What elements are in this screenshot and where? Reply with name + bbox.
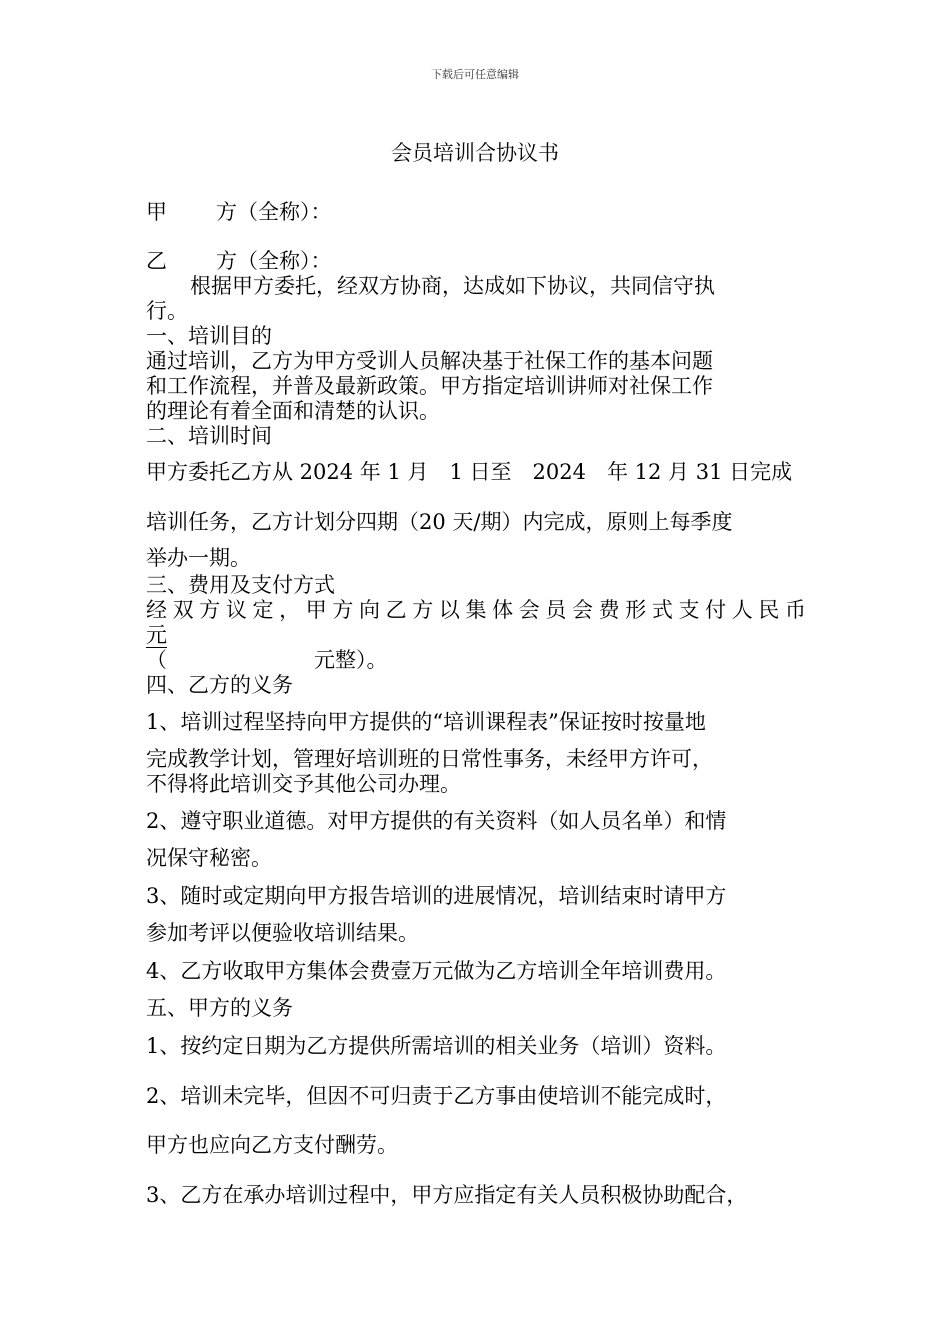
intro-line-2: 行。 <box>146 299 188 323</box>
section-3-line: 经双方议定，甲方向乙方以集体会员会费形式支付人民币 <box>146 598 806 622</box>
section-4-line: 1、培训过程坚持向甲方提供的“培训课程表”保证按时按量地 <box>146 710 706 734</box>
section-3-yuan <box>146 622 167 648</box>
party-a-line <box>146 199 332 225</box>
section-2-heading: 二、培训时间 <box>146 424 272 448</box>
section-5-heading: 五、甲方的义务 <box>146 996 293 1020</box>
party-a-field: 方（全称）： <box>216 200 332 224</box>
section-4-line: 况保守秘密。 <box>146 846 272 870</box>
document-title: 会员培训合协议书 <box>391 141 559 165</box>
section-4-line: 不得将此培训交予其他公司办理。 <box>146 772 461 796</box>
section-3-line: （ 元整）。 <box>146 648 388 672</box>
section-4-heading: 四、乙方的义务 <box>146 673 293 697</box>
intro-line-1: 根据甲方委托，经双方协商，达成如下协议，共同信守执 <box>190 274 715 298</box>
page-header: 下载后可任意编辑 <box>431 68 519 81</box>
section-1-line: 和工作流程，并普及最新政策。甲方指定培训讲师对社保工作 <box>146 374 713 398</box>
section-5-line: 2、培训未完毕，但因不可归责于乙方事由使培训不能完成时， <box>146 1084 727 1108</box>
section-2-line: 甲方委托乙方从 2024 年 1 月 1 日至 2024 年 12 月 31 日完成 <box>146 460 793 484</box>
section-5-line: 3、乙方在承办培训过程中，甲方应指定有关人员积极协助配合， <box>146 1183 748 1207</box>
section-4-line: 参加考评以便验收培训结果。 <box>146 921 419 945</box>
section-3-heading: 三、费用及支付方式 <box>146 573 335 597</box>
section-4-line: 3、随时或定期向甲方报告培训的进展情况，培训结束时请甲方 <box>146 884 727 908</box>
section-4-line: 4、乙方收取甲方集体会费壹万元做为乙方培训全年培训费用。 <box>146 959 727 983</box>
party-a-label: 甲 <box>146 200 167 224</box>
party-b-line <box>146 248 332 274</box>
section-5-line: 1、按约定日期为乙方提供所需培训的相关业务（培训）资料。 <box>146 1034 727 1058</box>
party-b-label: 乙 <box>146 249 167 273</box>
party-b-field: 方（全称）： <box>216 249 332 273</box>
section-1-line: 的理论有着全面和清楚的认识。 <box>146 399 440 423</box>
section-4-line: 2、遵守职业道德。对甲方提供的有关资料（如人员名单）和情 <box>146 809 727 833</box>
amount-blank: 元 <box>146 623 167 647</box>
section-5-line: 甲方也应向乙方支付酬劳。 <box>146 1133 398 1157</box>
section-2-line: 培训任务，乙方计划分四期（20 天/期）内完成，原则上每季度 <box>146 510 733 534</box>
section-1-heading: 一、培训目的 <box>146 324 272 348</box>
section-4-line: 完成教学计划，管理好培训班的日常性事务，未经甲方许可， <box>146 747 713 771</box>
section-2-line: 举办一期。 <box>146 546 251 570</box>
section-1-line: 通过培训，乙方为甲方受训人员解决基于社保工作的基本问题 <box>146 349 713 373</box>
